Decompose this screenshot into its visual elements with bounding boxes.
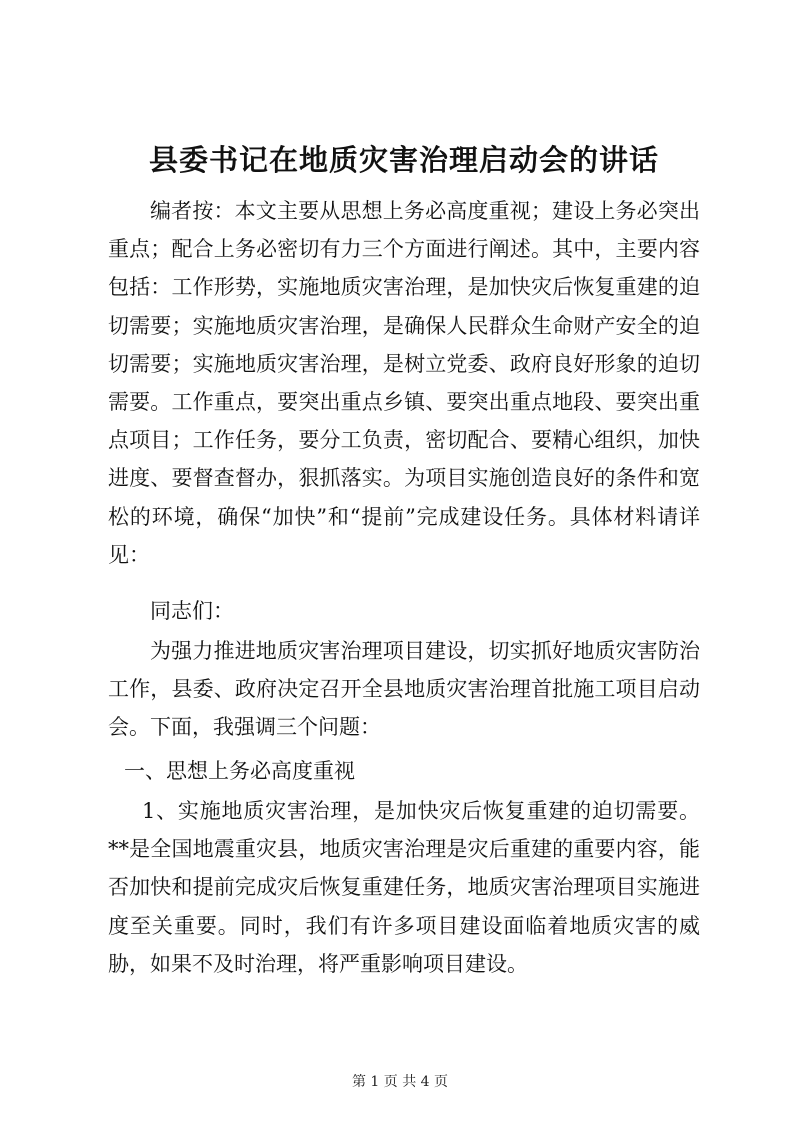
- section-heading-1: 一、思想上务必高度重视: [124, 759, 355, 783]
- page-footer: 第 1 页 共 4 页: [351, 1074, 449, 1090]
- intro-paragraph: 为强力推进地质灾害治理项目建设，切实抓好地质灾害防治工作，县委、政府决定召开全县地质灾害治理首批施工项目启动会。下面，我强调三个问题：: [108, 639, 700, 740]
- editor-note-paragraph: 编者按：本文主要从思想上务必高度重视；建设上务必突出重点；配合上务必密切有力三个方面进行阐述。其中，主要内容包括：工作形势，实施地质灾害治理，是加快灾后恢复重建的迫切需要；实施地质灾害治理，是确保人民群众生命财产安全的迫切需要；实施地质灾害治理，是树立党委、政府良好形象的迫切需要。工作重点，要突出重点乡镇、要突出重点地段、要突出重点项目；工作任务，要分工负责，密切配合、要精心组织，加快进度、要督查督办，狠抓落实。为项目实施创造良好的条件和宽松的环境，确保“加快”和“提前”完成建设任务。具体材料请详见：: [108, 199, 700, 567]
- document-title: 县委书记在地质灾害治理启动会的讲话: [148, 143, 659, 177]
- item-1-paragraph: 1、实施地质灾害治理，是加快灾后恢复重建的迫切需要。**是全国地震重灾县，地质灾害治理是灾后重建的重要内容，能否加快和提前完成灾后恢复重建任务，地质灾害治理项目实施进度至关重要。同时，我们有许多项目建设面临着地质灾害的威胁，如果不及时治理，将严重影响项目建设。: [108, 799, 700, 976]
- greeting-paragraph: 同志们：: [150, 599, 234, 623]
